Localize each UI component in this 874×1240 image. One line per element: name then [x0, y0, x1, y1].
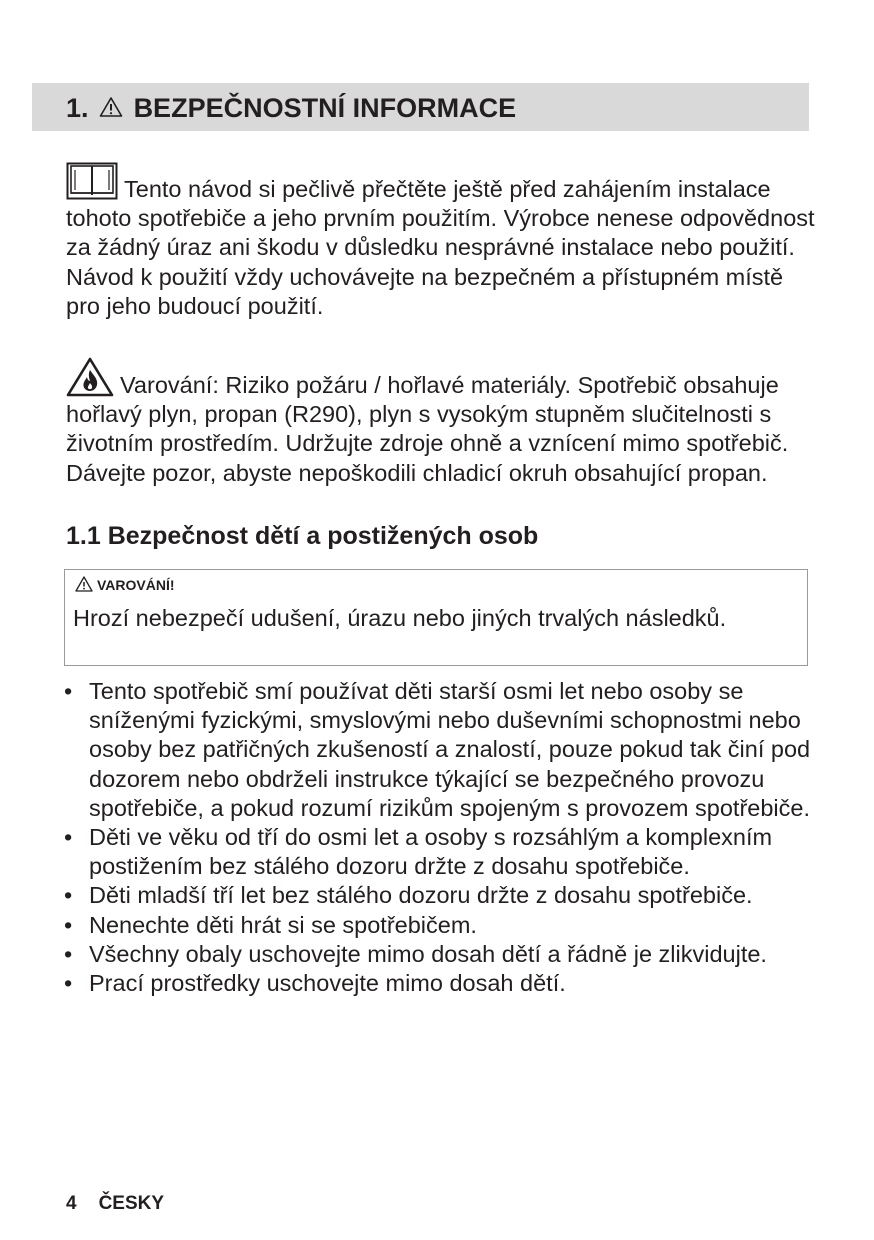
page-footer: [66, 1193, 164, 1215]
section-title: [66, 93, 516, 123]
warning-triangle-icon: [99, 96, 123, 118]
bullet-icon: •: [64, 911, 73, 938]
list-item: [62, 911, 822, 940]
page-number: 4: [66, 1193, 77, 1214]
warning-text: Hrozí nebezpečí udušení, úrazu nebo jiných trvalých následků.: [73, 605, 727, 631]
warning-label-text: VAROVÁNÍ!: [97, 577, 175, 593]
subsection-title: 1.1 Bezpečnost dětí a postižených osob: [66, 522, 539, 550]
bullet-icon: •: [64, 882, 73, 909]
bullet-list: [62, 677, 822, 998]
list-item: [62, 677, 822, 823]
list-item-text: Děti ve věku od tří do osmi let a osoby s rozsáhlým a komplexním postižením bez stálého dozoru držte z dosahu spotřebiče.: [89, 824, 773, 880]
list-item: [62, 969, 822, 998]
flammable-warning-icon: [66, 357, 114, 397]
warning-box: [64, 569, 808, 666]
fire-warning-paragraph: [66, 357, 816, 488]
list-item-text: Děti mladší tří let bez stálého dozoru držte z dosahu spotřebiče.: [89, 882, 753, 909]
bullet-icon: •: [64, 678, 73, 704]
fire-warning-text: Varování: Riziko požáru / hořlavé materiály. Spotřebič obsahuje hořlavý plyn, propan (R290), plyn s vysokým stupněm slučitelnosti s životním prostředím. Udržujte zdroje ohně a vznícení mimo spotřebič. Dávejte pozor, abyste nepoškodili chladicí okruh obsahující propan.: [66, 372, 789, 486]
bullet-icon: •: [64, 940, 73, 967]
list-item-text: Všechny obaly uschovejte mimo dosah dětí a řádně je zlikvidujte.: [89, 940, 767, 967]
intro-paragraph: [66, 162, 816, 321]
section-number: 1.: [66, 93, 89, 123]
footer-language: ČESKY: [98, 1193, 165, 1214]
intro-text: Tento návod si pečlivě přečtěte ještě před zahájením instalace tohoto spotřebiče a jeho prvním použitím. Výrobce nenese odpovědnost za žádný úraz ani škodu v důsledku nesprávné instalace nebo použití. Návod k použití vždy uchovávejte na bezpečném a přístupném místě pro jeho budoucí použití.: [66, 176, 815, 319]
section-title-text: BEZPEČNOSTNÍ INFORMACE: [133, 93, 517, 123]
bullet-icon: •: [64, 970, 73, 997]
list-item: [62, 881, 822, 910]
list-item: [62, 940, 822, 969]
list-item-text: Nenechte děti hrát si se spotřebičem.: [89, 911, 477, 938]
manual-book-icon: [66, 162, 118, 200]
bullet-icon: •: [64, 824, 73, 851]
warning-small-icon: [75, 576, 93, 592]
list-item-text: Tento spotřebič smí používat děti starší osmi let nebo osoby se sníženými fyzickými, smyslovými nebo duševními schopnostmi nebo osoby bez patřičných zkušeností a znalostí, pouze pokud tak činí pod dozorem nebo obdrželi instrukce týkající se bezpečného provozu spotřebiče, a pokud rozumí rizikům spojeným s provozem spotřebiče.: [89, 678, 811, 821]
list-item: [62, 823, 822, 881]
warning-label: [75, 576, 175, 594]
list-item-text: Prací prostředky uschovejte mimo dosah dětí.: [89, 970, 566, 997]
